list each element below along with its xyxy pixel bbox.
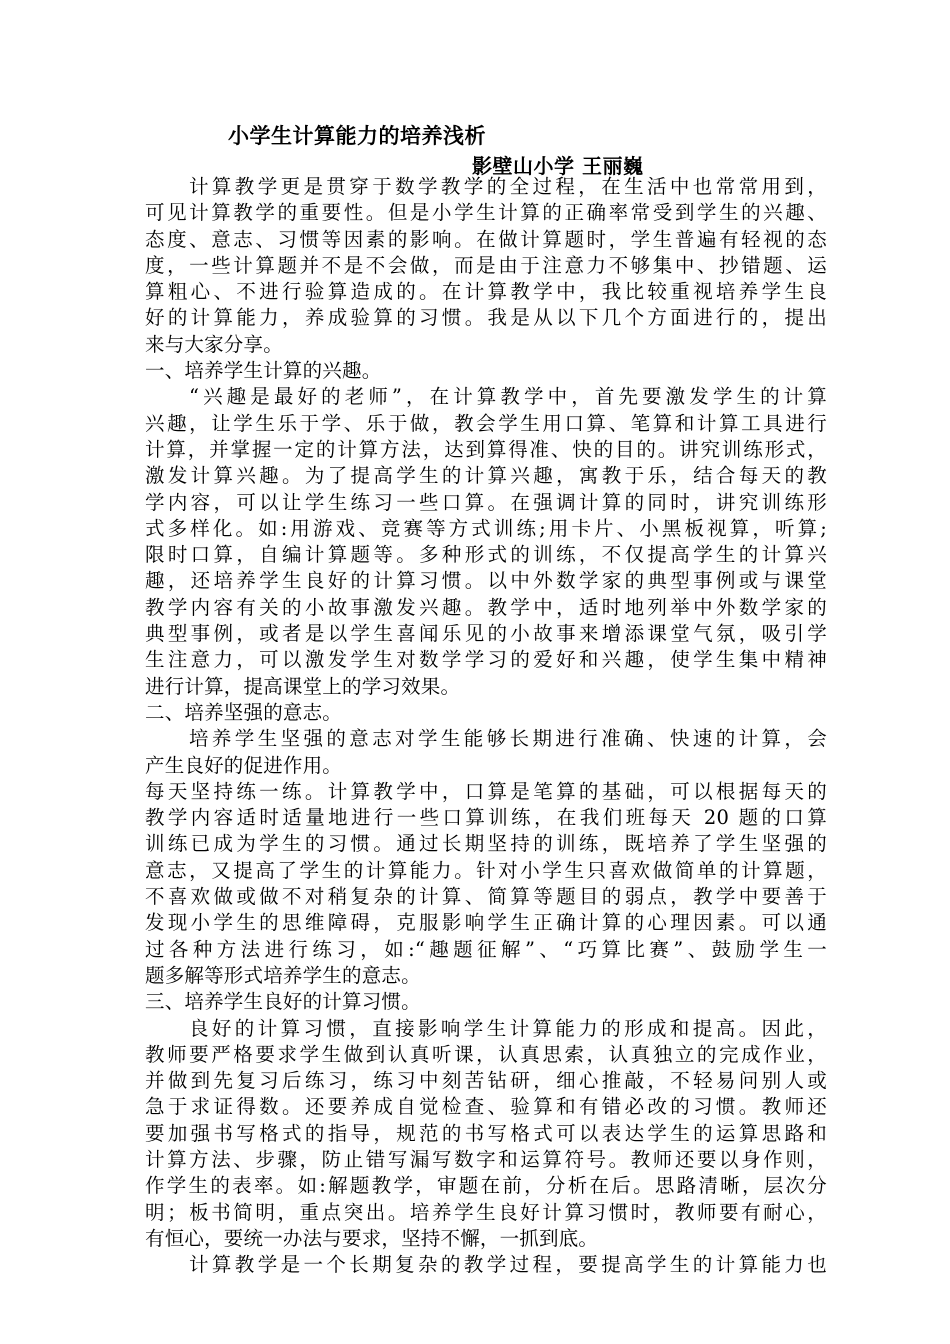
text-line: 教师要严格要求学生做到认真听课，认真思索，认真独立的完成作业， (145, 1042, 827, 1066)
text-line: “兴趣是最好的老师”，在计算教学中，首先要激发学生的计算 (189, 385, 827, 409)
text-line: 作学生的表率。如:解题教学，审题在前，分析在后。思路清晰，层次分 (145, 1174, 827, 1198)
text-line: 教学内容有关的小故事激发兴趣。教学中，适时地列举中外数学家的 (145, 595, 827, 619)
text-line: 式多样化。如:用游戏、竞赛等方式训练;用卡片、小黑板视算，听算; (145, 516, 827, 540)
text-line: 急于求证得数。还要养成自觉检查、验算和有错必改的习惯。教师还 (145, 1095, 827, 1119)
text-line: 趣，还培养学生良好的计算习惯。以中外数学家的典型事例或与课堂 (145, 569, 827, 593)
text-line: 发现小学生的思维障碍，克服影响学生正确计算的心理因素。可以通 (145, 911, 827, 935)
text-line: 可见计算教学的重要性。但是小学生计算的正确率常受到学生的兴趣、 (145, 201, 827, 225)
text-line: 计算教学更是贯穿于数学教学的全过程，在生活中也常常用到， (189, 175, 827, 198)
text-line: 限时口算，自编计算题等。多种形式的训练，不仅提高学生的计算兴 (145, 543, 827, 567)
text-line: 明；板书简明，重点突出。培养学生良好计算习惯时，教师要有耐心， (145, 1200, 827, 1224)
text-line: 教学内容适时适量地进行一些口算训练，在我们班每天 20 题的口算 (145, 806, 827, 830)
author-line: 影壁山小学 王丽巍 (472, 154, 644, 178)
text-line: 意志，又提高了学生的计算能力。针对小学生只喜欢做简单的计算题， (145, 858, 827, 882)
text-line: 兴趣，让学生乐于学、乐于做，教会学生用口算、笔算和计算工具进行 (145, 411, 827, 435)
text-line: 好的计算能力，养成验算的习惯。我是从以下几个方面进行的，提出 (145, 306, 827, 330)
text-line: 典型事例，或者是以学生喜闻乐见的小故事来增添课堂气氛，吸引学 (145, 622, 827, 646)
page-title: 小学生计算能力的培养浅析 (228, 124, 486, 148)
text-line: 训练已成为学生的习惯。通过长期坚持的训练，既培养了学生坚强的 (145, 832, 827, 856)
text-line: 计算方法、步骤，防止错写漏写数字和运算符号。教师还要以身作则， (145, 1147, 827, 1171)
text-line: 进行计算，提高课堂上的学习效果。 (145, 674, 461, 698)
text-line: 生注意力，可以激发学生对数学学习的爱好和兴趣，使学生集中精神 (145, 648, 827, 672)
text-line: 学内容，可以让学生练习一些口算。在强调计算的同时，讲究训练形 (145, 490, 827, 514)
text-line: 并做到先复习后练习，练习中刻苦钻研，细心推敲，不轻易问别人或 (145, 1069, 827, 1093)
text-line: 态度、意志、习惯等因素的影响。在做计算题时，学生普遍有轻视的态 (145, 227, 827, 251)
text-line: 来与大家分享。 (145, 332, 283, 356)
text-line: 一、培养学生计算的兴趣。 (145, 359, 382, 383)
body-text (145, 174, 827, 1278)
text-line: 三、培养学生良好的计算习惯。 (145, 990, 421, 1014)
text-line: 度，一些计算题并不是不会做，而是由于注意力不够集中、抄错题、运 (145, 253, 827, 277)
text-line: 过各种方法进行练习，如:“趣题征解”、“巧算比赛”、鼓励学生一 (145, 937, 827, 961)
text-line: 题多解等形式培养学生的意志。 (145, 963, 421, 987)
text-line: 有恒心，要统一办法与要求，坚持不懈，一抓到底。 (145, 1226, 599, 1250)
text-line: 计算教学是一个长期复杂的教学过程，要提高学生的计算能力也 (189, 1253, 827, 1277)
text-line: 不喜欢做或做不对稍复杂的计算、简算等题目的弱点，教学中要善于 (145, 885, 827, 909)
text-line: 良好的计算习惯，直接影响学生计算能力的形成和提高。因此， (189, 1016, 827, 1040)
text-line: 培养学生坚强的意志对学生能够长期进行准确、快速的计算，会 (189, 727, 827, 751)
text-line: 二、培养坚强的意志。 (145, 700, 343, 724)
text-line: 要加强书写格式的指导，规范的书写格式可以表达学生的运算思路和 (145, 1121, 827, 1145)
text-line: 计算，并掌握一定的计算方法，达到算得准、快的目的。讲究训练形式， (145, 437, 827, 461)
text-line: 每天坚持练一练。计算教学中，口算是笔算的基础，可以根据每天的 (145, 779, 827, 803)
text-line: 产生良好的促进作用。 (145, 753, 343, 777)
text-line: 算粗心、不进行验算造成的。在计算教学中，我比较重视培养学生良 (145, 280, 827, 304)
text-line: 激发计算兴趣。为了提高学生的计算兴趣，寓教于乐，结合每天的教 (145, 464, 827, 488)
